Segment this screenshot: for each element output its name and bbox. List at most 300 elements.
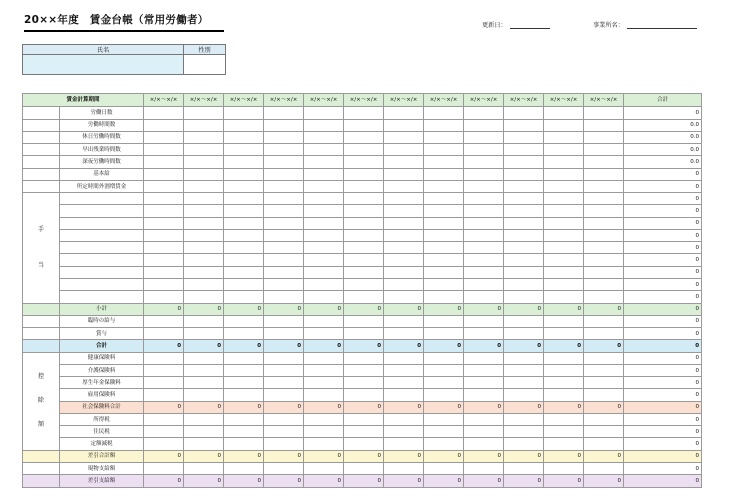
- input-cell[interactable]: [584, 438, 624, 450]
- input-cell[interactable]: [224, 193, 264, 205]
- input-cell[interactable]: [424, 131, 464, 143]
- input-cell[interactable]: [184, 291, 224, 303]
- input-cell[interactable]: [504, 426, 544, 438]
- amount-cell[interactable]: 0: [304, 475, 344, 488]
- input-cell[interactable]: [384, 389, 424, 401]
- input-cell[interactable]: [344, 291, 384, 303]
- input-cell[interactable]: [224, 279, 264, 291]
- input-cell[interactable]: [144, 254, 184, 266]
- input-cell[interactable]: [584, 229, 624, 241]
- amount-cell[interactable]: 0: [184, 401, 224, 413]
- input-cell[interactable]: [504, 389, 544, 401]
- input-cell[interactable]: [184, 352, 224, 364]
- input-cell[interactable]: [464, 315, 504, 327]
- allowance-name-input[interactable]: [60, 229, 144, 241]
- input-cell[interactable]: [584, 315, 624, 327]
- input-cell[interactable]: [584, 377, 624, 389]
- input-cell[interactable]: [384, 168, 424, 180]
- input-cell[interactable]: [184, 463, 224, 475]
- input-cell[interactable]: [144, 205, 184, 217]
- input-cell[interactable]: [224, 217, 264, 229]
- period-column-header[interactable]: ×/×〜×/×: [584, 94, 624, 107]
- period-column-header[interactable]: ×/×〜×/×: [544, 94, 584, 107]
- amount-cell[interactable]: 0: [144, 450, 184, 462]
- input-cell[interactable]: [584, 413, 624, 425]
- input-cell[interactable]: [344, 168, 384, 180]
- amount-cell[interactable]: 0: [264, 303, 304, 315]
- input-cell[interactable]: [184, 315, 224, 327]
- input-cell[interactable]: [424, 168, 464, 180]
- input-cell[interactable]: [264, 217, 304, 229]
- input-cell[interactable]: [144, 389, 184, 401]
- amount-cell[interactable]: 0: [504, 450, 544, 462]
- input-cell[interactable]: [504, 217, 544, 229]
- input-cell[interactable]: [304, 217, 344, 229]
- period-column-header[interactable]: ×/×〜×/×: [384, 94, 424, 107]
- input-cell[interactable]: [144, 352, 184, 364]
- input-cell[interactable]: [424, 364, 464, 376]
- input-cell[interactable]: [384, 426, 424, 438]
- input-cell[interactable]: [224, 328, 264, 340]
- input-cell[interactable]: [504, 119, 544, 131]
- input-cell[interactable]: [144, 193, 184, 205]
- amount-cell[interactable]: 0: [544, 340, 584, 352]
- amount-cell[interactable]: 0: [504, 401, 544, 413]
- input-cell[interactable]: [544, 254, 584, 266]
- input-cell[interactable]: [384, 438, 424, 450]
- input-cell[interactable]: [464, 364, 504, 376]
- input-cell[interactable]: [464, 144, 504, 156]
- input-cell[interactable]: [464, 193, 504, 205]
- input-cell[interactable]: [424, 377, 464, 389]
- input-cell[interactable]: [344, 156, 384, 168]
- input-cell[interactable]: [544, 205, 584, 217]
- input-cell[interactable]: [384, 254, 424, 266]
- input-cell[interactable]: [264, 364, 304, 376]
- input-cell[interactable]: [504, 205, 544, 217]
- input-cell[interactable]: [384, 217, 424, 229]
- input-cell[interactable]: [344, 463, 384, 475]
- amount-cell[interactable]: 0: [464, 475, 504, 488]
- amount-cell[interactable]: 0: [304, 303, 344, 315]
- input-cell[interactable]: [304, 156, 344, 168]
- input-cell[interactable]: [264, 413, 304, 425]
- input-cell[interactable]: [264, 242, 304, 254]
- allowance-name-input[interactable]: [60, 242, 144, 254]
- amount-cell[interactable]: 0: [544, 475, 584, 488]
- allowance-name-input[interactable]: [60, 291, 144, 303]
- allowance-name-input[interactable]: [60, 193, 144, 205]
- amount-cell[interactable]: 0: [424, 303, 464, 315]
- input-cell[interactable]: [304, 229, 344, 241]
- amount-cell[interactable]: 0: [464, 303, 504, 315]
- input-cell[interactable]: [584, 352, 624, 364]
- input-cell[interactable]: [584, 205, 624, 217]
- input-cell[interactable]: [384, 352, 424, 364]
- input-cell[interactable]: [224, 156, 264, 168]
- input-cell[interactable]: [344, 328, 384, 340]
- input-cell[interactable]: [144, 217, 184, 229]
- allowance-name-input[interactable]: [60, 266, 144, 278]
- amount-cell[interactable]: 0: [224, 401, 264, 413]
- input-cell[interactable]: [344, 144, 384, 156]
- input-cell[interactable]: [344, 229, 384, 241]
- input-cell[interactable]: [544, 328, 584, 340]
- input-cell[interactable]: [584, 463, 624, 475]
- input-cell[interactable]: [344, 107, 384, 119]
- input-cell[interactable]: [184, 389, 224, 401]
- input-cell[interactable]: [424, 315, 464, 327]
- input-cell[interactable]: [264, 328, 304, 340]
- input-cell[interactable]: [544, 438, 584, 450]
- input-cell[interactable]: [224, 131, 264, 143]
- input-cell[interactable]: [144, 242, 184, 254]
- period-column-header[interactable]: ×/×〜×/×: [424, 94, 464, 107]
- input-cell[interactable]: [144, 119, 184, 131]
- input-cell[interactable]: [184, 229, 224, 241]
- input-cell[interactable]: [264, 119, 304, 131]
- input-cell[interactable]: [304, 426, 344, 438]
- input-cell[interactable]: [144, 180, 184, 192]
- input-cell[interactable]: [544, 242, 584, 254]
- input-cell[interactable]: [504, 463, 544, 475]
- input-cell[interactable]: [424, 229, 464, 241]
- input-cell[interactable]: [504, 168, 544, 180]
- input-cell[interactable]: [304, 279, 344, 291]
- amount-cell[interactable]: 0: [504, 340, 544, 352]
- input-cell[interactable]: [264, 205, 304, 217]
- input-cell[interactable]: [384, 291, 424, 303]
- input-cell[interactable]: [384, 205, 424, 217]
- input-cell[interactable]: [224, 438, 264, 450]
- input-cell[interactable]: [544, 144, 584, 156]
- amount-cell[interactable]: 0: [224, 303, 264, 315]
- input-cell[interactable]: [464, 119, 504, 131]
- input-cell[interactable]: [464, 131, 504, 143]
- input-cell[interactable]: [424, 291, 464, 303]
- input-cell[interactable]: [504, 328, 544, 340]
- input-cell[interactable]: [464, 438, 504, 450]
- input-cell[interactable]: [224, 254, 264, 266]
- period-column-header[interactable]: ×/×〜×/×: [224, 94, 264, 107]
- input-cell[interactable]: [424, 156, 464, 168]
- input-cell[interactable]: [384, 279, 424, 291]
- input-cell[interactable]: [184, 217, 224, 229]
- input-cell[interactable]: [144, 413, 184, 425]
- input-cell[interactable]: [304, 144, 344, 156]
- input-cell[interactable]: [424, 144, 464, 156]
- input-cell[interactable]: [224, 144, 264, 156]
- amount-cell[interactable]: 0: [504, 475, 544, 488]
- input-cell[interactable]: [184, 156, 224, 168]
- input-cell[interactable]: [264, 352, 304, 364]
- input-cell[interactable]: [384, 328, 424, 340]
- input-cell[interactable]: [144, 168, 184, 180]
- input-cell[interactable]: [384, 144, 424, 156]
- input-cell[interactable]: [264, 463, 304, 475]
- office-name-input[interactable]: [627, 21, 697, 29]
- input-cell[interactable]: [464, 242, 504, 254]
- input-cell[interactable]: [384, 242, 424, 254]
- input-cell[interactable]: [584, 254, 624, 266]
- input-cell[interactable]: [544, 279, 584, 291]
- input-cell[interactable]: [584, 291, 624, 303]
- input-cell[interactable]: [144, 107, 184, 119]
- name-input[interactable]: [23, 55, 184, 75]
- input-cell[interactable]: [584, 217, 624, 229]
- input-cell[interactable]: [464, 168, 504, 180]
- input-cell[interactable]: [184, 279, 224, 291]
- input-cell[interactable]: [344, 180, 384, 192]
- input-cell[interactable]: [424, 438, 464, 450]
- input-cell[interactable]: [184, 193, 224, 205]
- input-cell[interactable]: [184, 364, 224, 376]
- amount-cell[interactable]: 0: [144, 401, 184, 413]
- input-cell[interactable]: [424, 119, 464, 131]
- amount-cell[interactable]: 0: [584, 303, 624, 315]
- input-cell[interactable]: [424, 266, 464, 278]
- input-cell[interactable]: [384, 463, 424, 475]
- input-cell[interactable]: [464, 180, 504, 192]
- input-cell[interactable]: [304, 205, 344, 217]
- input-cell[interactable]: [304, 254, 344, 266]
- input-cell[interactable]: [224, 413, 264, 425]
- input-cell[interactable]: [344, 426, 384, 438]
- input-cell[interactable]: [184, 438, 224, 450]
- input-cell[interactable]: [264, 291, 304, 303]
- period-column-header[interactable]: ×/×〜×/×: [504, 94, 544, 107]
- amount-cell[interactable]: 0: [584, 475, 624, 488]
- input-cell[interactable]: [304, 377, 344, 389]
- input-cell[interactable]: [304, 413, 344, 425]
- input-cell[interactable]: [224, 229, 264, 241]
- amount-cell[interactable]: 0: [304, 340, 344, 352]
- input-cell[interactable]: [584, 144, 624, 156]
- input-cell[interactable]: [384, 413, 424, 425]
- input-cell[interactable]: [344, 438, 384, 450]
- input-cell[interactable]: [464, 107, 504, 119]
- input-cell[interactable]: [344, 315, 384, 327]
- input-cell[interactable]: [544, 217, 584, 229]
- input-cell[interactable]: [424, 413, 464, 425]
- input-cell[interactable]: [464, 377, 504, 389]
- amount-cell[interactable]: 0: [264, 450, 304, 462]
- input-cell[interactable]: [184, 180, 224, 192]
- allowance-name-input[interactable]: [60, 254, 144, 266]
- input-cell[interactable]: [184, 119, 224, 131]
- input-cell[interactable]: [584, 279, 624, 291]
- input-cell[interactable]: [304, 107, 344, 119]
- input-cell[interactable]: [504, 377, 544, 389]
- input-cell[interactable]: [224, 352, 264, 364]
- input-cell[interactable]: [224, 364, 264, 376]
- input-cell[interactable]: [544, 291, 584, 303]
- input-cell[interactable]: [144, 266, 184, 278]
- input-cell[interactable]: [544, 315, 584, 327]
- input-cell[interactable]: [504, 242, 544, 254]
- input-cell[interactable]: [264, 180, 304, 192]
- amount-cell[interactable]: 0: [464, 401, 504, 413]
- input-cell[interactable]: [544, 266, 584, 278]
- input-cell[interactable]: [504, 229, 544, 241]
- input-cell[interactable]: [304, 364, 344, 376]
- input-cell[interactable]: [464, 426, 504, 438]
- input-cell[interactable]: [504, 131, 544, 143]
- input-cell[interactable]: [504, 156, 544, 168]
- input-cell[interactable]: [584, 328, 624, 340]
- input-cell[interactable]: [264, 193, 304, 205]
- input-cell[interactable]: [584, 389, 624, 401]
- input-cell[interactable]: [424, 193, 464, 205]
- input-cell[interactable]: [424, 254, 464, 266]
- input-cell[interactable]: [264, 254, 304, 266]
- input-cell[interactable]: [464, 156, 504, 168]
- period-column-header[interactable]: ×/×〜×/×: [344, 94, 384, 107]
- allowance-name-input[interactable]: [60, 279, 144, 291]
- input-cell[interactable]: [584, 242, 624, 254]
- amount-cell[interactable]: 0: [264, 475, 304, 488]
- input-cell[interactable]: [224, 205, 264, 217]
- input-cell[interactable]: [304, 131, 344, 143]
- input-cell[interactable]: [184, 413, 224, 425]
- input-cell[interactable]: [264, 426, 304, 438]
- input-cell[interactable]: [544, 364, 584, 376]
- amount-cell[interactable]: 0: [344, 401, 384, 413]
- input-cell[interactable]: [544, 119, 584, 131]
- allowance-name-input[interactable]: [60, 205, 144, 217]
- input-cell[interactable]: [464, 266, 504, 278]
- amount-cell[interactable]: 0: [184, 303, 224, 315]
- input-cell[interactable]: [264, 315, 304, 327]
- period-column-header[interactable]: ×/×〜×/×: [264, 94, 304, 107]
- input-cell[interactable]: [584, 168, 624, 180]
- input-cell[interactable]: [264, 156, 304, 168]
- amount-cell[interactable]: 0: [304, 401, 344, 413]
- amount-cell[interactable]: 0: [144, 475, 184, 488]
- input-cell[interactable]: [184, 144, 224, 156]
- input-cell[interactable]: [544, 180, 584, 192]
- period-column-header[interactable]: ×/×〜×/×: [304, 94, 344, 107]
- input-cell[interactable]: [544, 463, 584, 475]
- input-cell[interactable]: [504, 180, 544, 192]
- input-cell[interactable]: [344, 279, 384, 291]
- input-cell[interactable]: [384, 119, 424, 131]
- amount-cell[interactable]: 0: [264, 340, 304, 352]
- input-cell[interactable]: [344, 119, 384, 131]
- input-cell[interactable]: [264, 438, 304, 450]
- amount-cell[interactable]: 0: [224, 340, 264, 352]
- amount-cell[interactable]: 0: [544, 401, 584, 413]
- input-cell[interactable]: [464, 229, 504, 241]
- input-cell[interactable]: [184, 107, 224, 119]
- input-cell[interactable]: [304, 266, 344, 278]
- input-cell[interactable]: [504, 193, 544, 205]
- input-cell[interactable]: [424, 107, 464, 119]
- input-cell[interactable]: [304, 291, 344, 303]
- input-cell[interactable]: [184, 254, 224, 266]
- input-cell[interactable]: [384, 107, 424, 119]
- input-cell[interactable]: [424, 205, 464, 217]
- input-cell[interactable]: [264, 168, 304, 180]
- input-cell[interactable]: [464, 279, 504, 291]
- input-cell[interactable]: [464, 217, 504, 229]
- input-cell[interactable]: [384, 266, 424, 278]
- input-cell[interactable]: [224, 242, 264, 254]
- input-cell[interactable]: [144, 463, 184, 475]
- update-date-input[interactable]: [510, 21, 550, 29]
- input-cell[interactable]: [304, 352, 344, 364]
- input-cell[interactable]: [424, 242, 464, 254]
- input-cell[interactable]: [264, 389, 304, 401]
- input-cell[interactable]: [344, 254, 384, 266]
- amount-cell[interactable]: 0: [344, 475, 384, 488]
- input-cell[interactable]: [464, 413, 504, 425]
- amount-cell[interactable]: 0: [144, 303, 184, 315]
- input-cell[interactable]: [384, 315, 424, 327]
- input-cell[interactable]: [464, 352, 504, 364]
- input-cell[interactable]: [424, 328, 464, 340]
- input-cell[interactable]: [424, 279, 464, 291]
- input-cell[interactable]: [504, 266, 544, 278]
- input-cell[interactable]: [504, 438, 544, 450]
- input-cell[interactable]: [504, 315, 544, 327]
- input-cell[interactable]: [464, 328, 504, 340]
- amount-cell[interactable]: 0: [184, 450, 224, 462]
- input-cell[interactable]: [264, 377, 304, 389]
- input-cell[interactable]: [224, 426, 264, 438]
- input-cell[interactable]: [264, 131, 304, 143]
- amount-cell[interactable]: 0: [464, 450, 504, 462]
- amount-cell[interactable]: 0: [264, 401, 304, 413]
- input-cell[interactable]: [464, 389, 504, 401]
- input-cell[interactable]: [504, 352, 544, 364]
- input-cell[interactable]: [304, 168, 344, 180]
- gender-input[interactable]: [184, 55, 226, 75]
- input-cell[interactable]: [584, 364, 624, 376]
- input-cell[interactable]: [384, 156, 424, 168]
- input-cell[interactable]: [184, 242, 224, 254]
- input-cell[interactable]: [304, 193, 344, 205]
- input-cell[interactable]: [344, 377, 384, 389]
- input-cell[interactable]: [224, 180, 264, 192]
- input-cell[interactable]: [344, 205, 384, 217]
- input-cell[interactable]: [144, 364, 184, 376]
- amount-cell[interactable]: 0: [344, 340, 384, 352]
- update-date-field[interactable]: [482, 20, 550, 29]
- input-cell[interactable]: [584, 426, 624, 438]
- input-cell[interactable]: [304, 463, 344, 475]
- input-cell[interactable]: [584, 131, 624, 143]
- input-cell[interactable]: [144, 377, 184, 389]
- input-cell[interactable]: [184, 426, 224, 438]
- input-cell[interactable]: [544, 107, 584, 119]
- input-cell[interactable]: [264, 144, 304, 156]
- input-cell[interactable]: [544, 377, 584, 389]
- input-cell[interactable]: [144, 438, 184, 450]
- input-cell[interactable]: [304, 315, 344, 327]
- input-cell[interactable]: [584, 180, 624, 192]
- input-cell[interactable]: [424, 426, 464, 438]
- input-cell[interactable]: [424, 389, 464, 401]
- input-cell[interactable]: [544, 413, 584, 425]
- amount-cell[interactable]: 0: [184, 475, 224, 488]
- office-name-field[interactable]: [593, 20, 697, 29]
- input-cell[interactable]: [584, 156, 624, 168]
- input-cell[interactable]: [584, 266, 624, 278]
- input-cell[interactable]: [384, 193, 424, 205]
- amount-cell[interactable]: 0: [424, 401, 464, 413]
- amount-cell[interactable]: 0: [424, 475, 464, 488]
